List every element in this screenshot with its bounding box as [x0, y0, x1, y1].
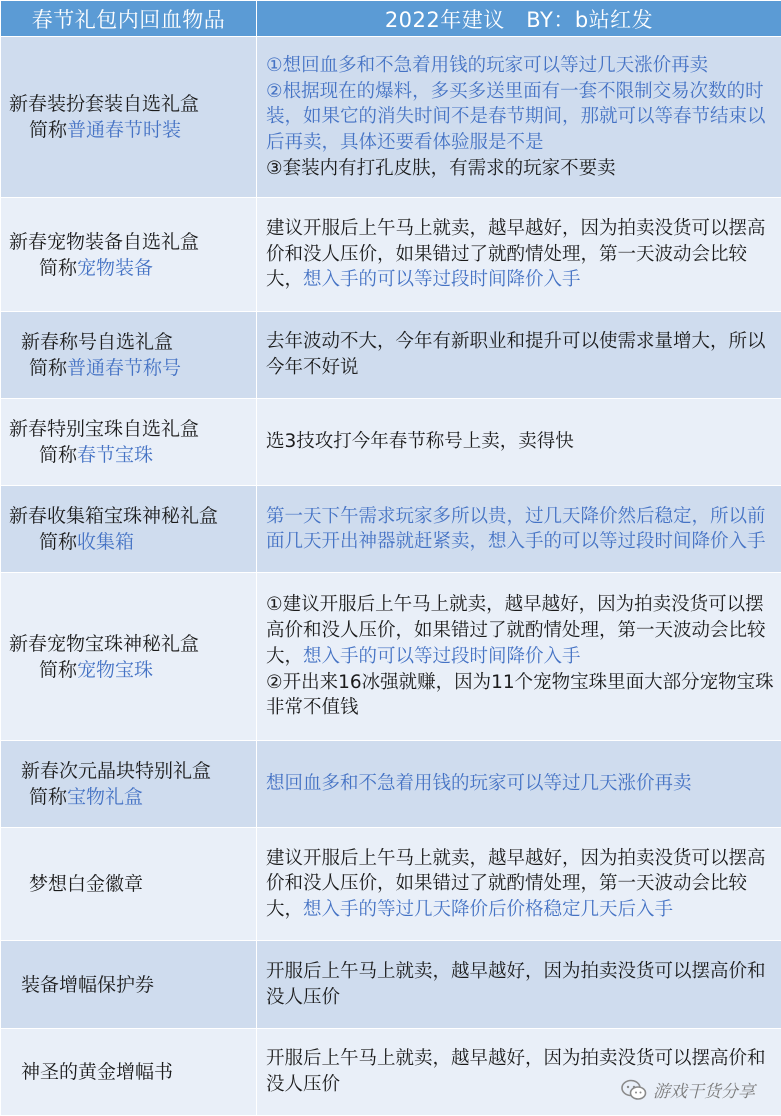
item-short-name-line	[9, 442, 256, 468]
item-name-cell	[1, 311, 257, 398]
watermark	[621, 1077, 755, 1102]
item-name: 梦想白金徽章	[29, 873, 144, 896]
advice-text: 开服后上午马上就卖，越早越好，因为拍卖没货可以摆高价和没人压价	[266, 960, 766, 1008]
item-advice-cell	[257, 198, 781, 311]
advice-paragraph	[266, 53, 775, 79]
item-name-cell	[1, 486, 257, 573]
item-name: 新春次元晶块特别礼盒	[21, 760, 212, 783]
table-row	[1, 198, 781, 311]
short-name: 普通春节称号	[67, 356, 182, 379]
advice-paragraph	[266, 771, 775, 797]
table-row	[1, 740, 781, 827]
short-name: 宝物礼盒	[67, 786, 144, 809]
wechat-icon	[621, 1079, 647, 1101]
item-advice-cell	[257, 486, 781, 573]
table-row	[1, 37, 781, 198]
advice-text: ①建议开服后上午马上就卖，越早越好，因为拍卖没货可以摆高价和没人压价，如果错过了就酌情处理，第一天波动会比较大，	[266, 594, 766, 667]
advice-paragraph	[266, 846, 775, 923]
item-name-cell	[1, 37, 257, 198]
advice-text: 想入手的等过几天降价后价格稳定几天后入手	[303, 899, 674, 921]
advice-text: 去年波动不大，今年有新职业和提升可以使需求量增大，所以今年不好说	[266, 331, 766, 378]
item-advice-cell	[257, 1028, 781, 1115]
short-name: 宠物装备	[77, 256, 154, 279]
advice-text: 开服后上午马上就卖，越早越好，因为拍卖没货可以摆高价和没人压价	[266, 1048, 766, 1095]
advice-text: 想回血多和不急着用钱的玩家可以等过几天涨价再卖	[266, 773, 692, 795]
advice-text: 建议开服后上午马上就卖，越早越好，因为拍卖没货可以摆高价和没人压价，如果错过了就酌情处理，第一天波动会比较大，	[266, 217, 766, 291]
table-row	[1, 828, 781, 941]
item-name: 装备增幅保护券	[21, 973, 155, 996]
advice-text: 想入手的可以等过段时间降价入手	[303, 645, 581, 667]
advice-paragraph	[266, 504, 775, 556]
short-name-prefix: 简称	[29, 356, 68, 379]
short-name: 收集箱	[77, 531, 135, 554]
short-name-prefix: 简称	[29, 786, 68, 809]
advice-text: ③套装内有打孔皮肤，有需求的玩家不要卖	[266, 157, 616, 179]
advice-paragraph	[266, 670, 775, 722]
item-advice-cell	[257, 828, 781, 941]
item-advice-cell	[257, 398, 781, 485]
short-name-prefix: 简称	[39, 658, 78, 681]
item-name-cell	[1, 740, 257, 827]
item-name-cell	[1, 1028, 257, 1115]
advice-paragraph	[266, 429, 775, 455]
advice-text: 第一天下午需求玩家多所以贵，过几天降价然后稳定，所以前面几天开出神器就赶紧卖，想入手的可以等过段时间降价入手	[266, 505, 766, 553]
table-row	[1, 398, 781, 485]
item-name: 神圣的黄金增幅书	[21, 1060, 174, 1083]
item-short-name-line	[9, 657, 256, 683]
item-short-name-line	[9, 255, 256, 281]
watermark-text: 游戏干货分享	[653, 1082, 755, 1102]
item-short-name-line	[9, 784, 256, 810]
item-short-name-line	[9, 355, 256, 381]
advice-text: 选3技攻打今年春节称号上卖，卖得快	[266, 431, 574, 453]
item-name: 新春收集箱宝珠神秘礼盒	[9, 505, 219, 528]
item-advice-cell	[257, 941, 781, 1028]
header-col-items: 春节礼包内回血物品	[1, 1, 257, 37]
item-name: 新春称号自选礼盒	[21, 330, 174, 353]
short-name: 宠物宝珠	[77, 658, 154, 681]
item-name: 新春装扮套装自选礼盒	[9, 93, 200, 116]
item-name-cell	[1, 941, 257, 1028]
advice-paragraph	[266, 79, 775, 156]
item-name: 新春宠物装备自选礼盒	[9, 230, 200, 253]
advice-text: ①想回血多和不急着用钱的玩家可以等过几天涨价再卖	[266, 54, 709, 76]
advice-text: ②开出来16冰强就赚，因为11个宠物宝珠里面大部分宠物宝珠非常不值钱	[266, 671, 774, 719]
item-advice-cell	[257, 37, 781, 198]
short-name-prefix: 简称	[29, 119, 68, 142]
advice-paragraph	[266, 592, 775, 669]
item-short-name-line	[9, 529, 256, 555]
item-name: 新春特别宝珠自选礼盒	[9, 418, 200, 441]
item-name-cell	[1, 398, 257, 485]
short-name: 春节宝珠	[77, 444, 154, 467]
table-row	[1, 941, 781, 1028]
short-name-prefix: 简称	[39, 531, 78, 554]
advice-text: 想入手的可以等过段时间降价入手	[303, 269, 581, 291]
table-header	[1, 1, 781, 37]
header-col-advice: 2022年建议 BY：b站红发	[257, 1, 781, 37]
item-short-name-line	[9, 117, 256, 143]
table-row	[1, 311, 781, 398]
item-name-cell	[1, 198, 257, 311]
item-name-cell	[1, 828, 257, 941]
item-advice-cell	[257, 311, 781, 398]
short-name-prefix: 简称	[39, 256, 78, 279]
table-row	[1, 486, 781, 573]
short-name-prefix: 简称	[39, 444, 78, 467]
advice-paragraph	[266, 156, 775, 182]
item-name: 新春宠物宝珠神秘礼盒	[9, 632, 200, 655]
item-advice-cell	[257, 740, 781, 827]
advice-text: 建议开服后上午马上就卖，越早越好，因为拍卖没货可以摆高价和没人压价，如果错过了就酌情处理，第一天波动会比较大，	[266, 847, 766, 921]
table-body	[1, 37, 781, 1116]
advice-paragraph	[266, 216, 775, 293]
table-row	[1, 1028, 781, 1115]
item-advice-cell	[257, 573, 781, 740]
item-name-cell	[1, 573, 257, 740]
advice-paragraph	[266, 329, 775, 381]
short-name: 普通春节时装	[67, 119, 182, 142]
table-row	[1, 573, 781, 740]
advice-text: ②根据现在的爆料，多买多送里面有一套不限制交易次数的时装，如果它的消失时间不是春节期间，那就可以等春节结束以后再卖，具体还要看体验服是不是	[266, 80, 766, 154]
advice-paragraph	[266, 959, 775, 1011]
